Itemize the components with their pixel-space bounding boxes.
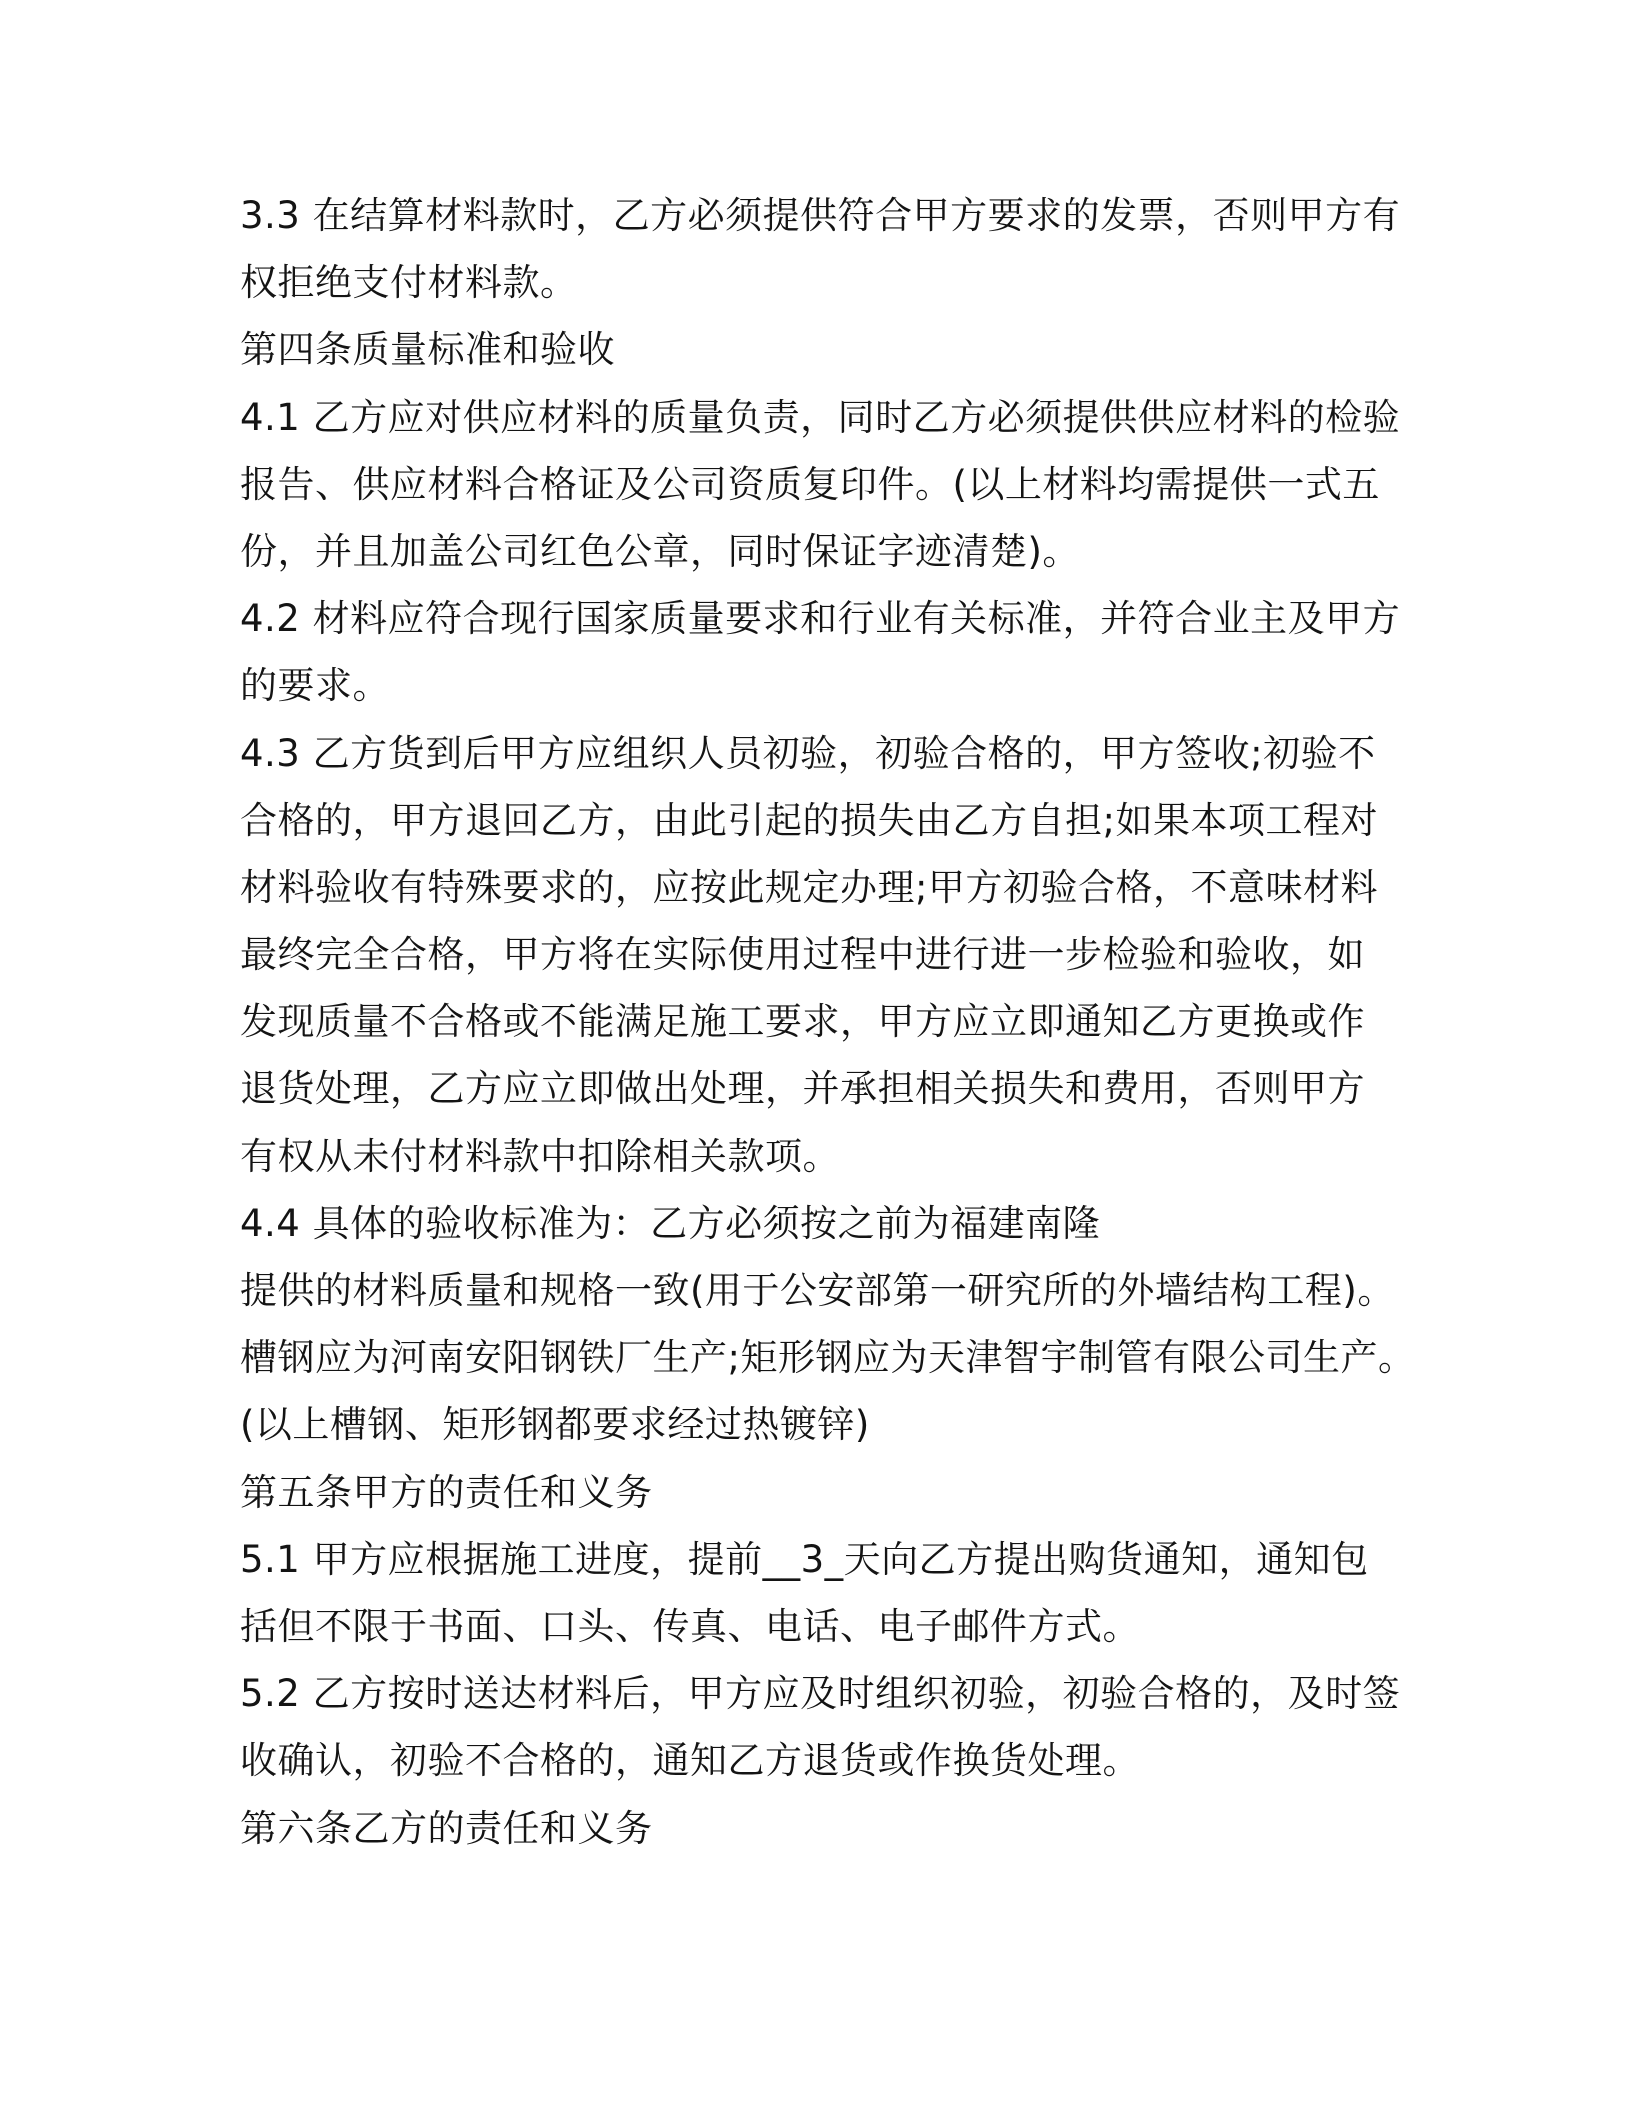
article-5-heading: 第五条甲方的责任和义务 xyxy=(240,1470,653,1514)
clause-4-4-line-4: (以上槽钢、矩形钢都要求经过热镀锌) xyxy=(240,1403,870,1447)
clause-4-3-line-3: 材料验收有特殊要求的，应按此规定办理;甲方初验合格，不意味材料 xyxy=(240,865,1378,909)
clause-4-3-line-2: 合格的，甲方退回乙方，由此引起的损失由乙方自担;如果本项工程对 xyxy=(240,798,1378,842)
clause-3-3-line-1: 3.3 在结算材料款时，乙方必须提供符合甲方要求的发票，否则甲方有 xyxy=(240,194,1401,237)
clause-4-3-line-7: 有权从未付材料款中扣除相关款项。 xyxy=(240,1134,840,1178)
article-6-heading: 第六条乙方的责任和义务 xyxy=(240,1806,653,1850)
clause-4-3-line-5: 发现质量不合格或不能满足施工要求，甲方应立即通知乙方更换或作 xyxy=(240,1000,1365,1044)
clause-4-1-line-3: 份，并且加盖公司红色公章，同时保证字迹清楚)。 xyxy=(240,529,1080,573)
clause-4-2-line-1: 4.2 材料应符合现行国家质量要求和行业有关标准，并符合业主及甲方 xyxy=(240,597,1401,641)
clause-4-4-line-1: 4.4 具体的验收标准为：乙方必须按之前为福建南隆 xyxy=(240,1201,1101,1245)
clause-5-1-line-1: 5.1 甲方应根据施工进度，提前__3_天向乙方提出购货通知，通知包 xyxy=(240,1537,1369,1581)
clause-4-1-line-1: 4.1 乙方应对供应材料的质量负责，同时乙方必须提供供应材料的检验 xyxy=(240,395,1401,439)
clause-4-4-line-2: 提供的材料质量和规格一致(用于公安部第一研究所的外墙结构工程)。 xyxy=(240,1269,1395,1312)
clause-4-3-line-6: 退货处理，乙方应立即做出处理，并承担相关损失和费用，否则甲方 xyxy=(240,1067,1365,1111)
article-4-heading: 第四条质量标准和验收 xyxy=(240,328,615,372)
clause-5-2-line-1: 5.2 乙方按时送达材料后，甲方应及时组织初验，初验合格的，及时签 xyxy=(240,1672,1401,1716)
clause-4-1-line-2: 报告、供应材料合格证及公司资质复印件。(以上材料均需提供一式五 xyxy=(240,462,1380,506)
clause-3-3-line-2: 权拒绝支付材料款。 xyxy=(240,261,578,305)
clause-5-2-line-2: 收确认，初验不合格的，通知乙方退货或作换货处理。 xyxy=(240,1739,1140,1783)
clause-4-3-line-4: 最终完全合格，甲方将在实际使用过程中进行进一步检验和验收，如 xyxy=(240,933,1365,977)
clause-4-2-line-2: 的要求。 xyxy=(240,664,390,708)
clause-4-4-line-3: 槽钢应为河南安阳钢铁厂生产;矩形钢应为天津智宇制管有限公司生产。 xyxy=(240,1336,1416,1380)
document-body xyxy=(240,182,1416,1862)
clause-5-1-line-2: 括但不限于书面、口头、传真、电话、电子邮件方式。 xyxy=(240,1604,1140,1648)
clause-4-3-line-1: 4.3 乙方货到后甲方应组织人员初验，初验合格的，甲方签收;初验不 xyxy=(240,731,1376,775)
